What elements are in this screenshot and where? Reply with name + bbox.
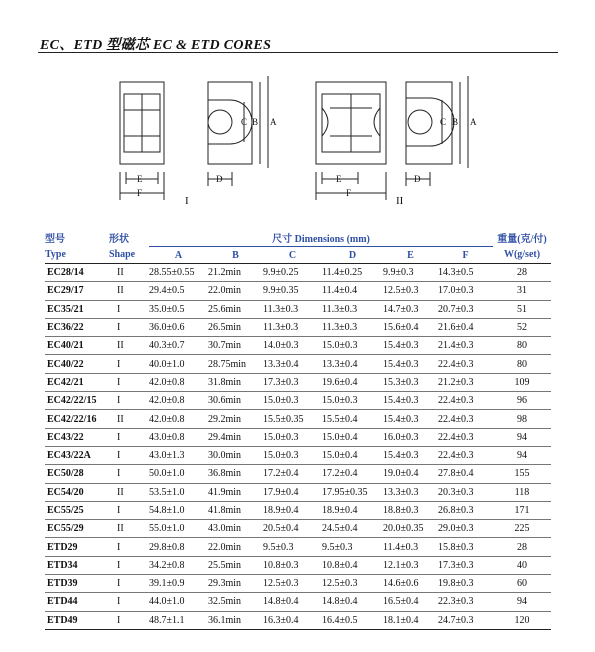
cell-type: EC55/29 xyxy=(45,520,109,538)
cell-e: 16.0±0.3 xyxy=(383,428,438,446)
cell-e: 12.5±0.3 xyxy=(383,282,438,300)
cell-a: 29.4±0.5 xyxy=(149,282,208,300)
table-row xyxy=(45,264,551,282)
cell-b: 25.5min xyxy=(208,556,263,574)
header-dimensions-en: Dimensions (mm) xyxy=(294,234,370,245)
table-row xyxy=(45,575,551,593)
cell-shape: I xyxy=(109,501,149,519)
cell-type: EC55/25 xyxy=(45,501,109,519)
figure-ii-side-view xyxy=(406,76,477,186)
cell-w: 60 xyxy=(493,575,551,593)
header-col-a: A xyxy=(149,247,208,264)
cell-b: 32.5min xyxy=(208,593,263,611)
cell-w: 155 xyxy=(493,465,551,483)
cell-f: 22.4±0.3 xyxy=(438,410,493,428)
table-row xyxy=(45,465,551,483)
cell-b: 29.4min xyxy=(208,428,263,446)
cell-d: 15.5±0.4 xyxy=(322,410,383,428)
cell-type: EC54/20 xyxy=(45,483,109,501)
cell-shape: I xyxy=(109,465,149,483)
cell-b: 31.8min xyxy=(208,373,263,391)
cell-w: 80 xyxy=(493,337,551,355)
cell-d: 15.0±0.4 xyxy=(322,428,383,446)
cell-d: 15.0±0.3 xyxy=(322,392,383,410)
cell-c: 9.9±0.25 xyxy=(263,264,322,282)
cell-f: 20.3±0.3 xyxy=(438,483,493,501)
cell-d: 17.95±0.35 xyxy=(322,483,383,501)
cell-shape: I xyxy=(109,318,149,336)
header-type-cn: 型号 xyxy=(45,234,65,246)
header-dimensions-cn: 尺寸 xyxy=(272,234,293,245)
cell-d: 15.0±0.3 xyxy=(322,337,383,355)
cell-c: 11.3±0.3 xyxy=(263,318,322,336)
cell-a: 40.3±0.7 xyxy=(149,337,208,355)
cell-e: 9.9±0.3 xyxy=(383,264,438,282)
cell-e: 15.4±0.3 xyxy=(383,355,438,373)
header-col-f: F xyxy=(438,247,493,264)
cell-e: 12.1±0.3 xyxy=(383,556,438,574)
cell-w: 51 xyxy=(493,300,551,318)
cell-e: 15.4±0.3 xyxy=(383,392,438,410)
cell-e: 15.4±0.3 xyxy=(383,410,438,428)
cell-w: 94 xyxy=(493,593,551,611)
table-row xyxy=(45,446,551,464)
cell-shape: I xyxy=(109,392,149,410)
cell-c: 15.0±0.3 xyxy=(263,446,322,464)
cell-w: 94 xyxy=(493,428,551,446)
cell-w: 171 xyxy=(493,501,551,519)
title-rule xyxy=(38,52,558,53)
cell-e: 14.7±0.3 xyxy=(383,300,438,318)
cell-c: 9.9±0.35 xyxy=(263,282,322,300)
cell-d: 9.5±0.3 xyxy=(322,538,383,556)
cell-b: 36.8min xyxy=(208,465,263,483)
cell-f: 14.3±0.5 xyxy=(438,264,493,282)
figure-i-label-b: B xyxy=(252,117,259,127)
figure-i-label-f: F xyxy=(137,188,143,198)
cell-d: 24.5±0.4 xyxy=(322,520,383,538)
cell-b: 28.75min xyxy=(208,355,263,373)
cell-e: 11.4±0.3 xyxy=(383,538,438,556)
cell-d: 11.4±0.4 xyxy=(322,282,383,300)
cell-e: 13.3±0.3 xyxy=(383,483,438,501)
cell-w: 109 xyxy=(493,373,551,391)
cell-e: 15.3±0.3 xyxy=(383,373,438,391)
cell-shape: II xyxy=(109,282,149,300)
cell-b: 22.0min xyxy=(208,282,263,300)
cell-type: ETD49 xyxy=(45,611,109,629)
cell-f: 22.4±0.3 xyxy=(438,446,493,464)
cell-a: 43.0±1.3 xyxy=(149,446,208,464)
cell-f: 29.0±0.3 xyxy=(438,520,493,538)
cell-d: 17.2±0.4 xyxy=(322,465,383,483)
cell-d: 18.9±0.4 xyxy=(322,501,383,519)
header-col-b: B xyxy=(208,247,263,264)
cell-type: ETD39 xyxy=(45,575,109,593)
table-row xyxy=(45,556,551,574)
cell-w: 96 xyxy=(493,392,551,410)
cell-type: EC29/17 xyxy=(45,282,109,300)
cell-f: 19.8±0.3 xyxy=(438,575,493,593)
cell-a: 39.1±0.9 xyxy=(149,575,208,593)
table-row xyxy=(45,501,551,519)
cell-a: 53.5±1.0 xyxy=(149,483,208,501)
table-row xyxy=(45,611,551,629)
figure-ii-label-f: F xyxy=(346,188,352,198)
cell-a: 36.0±0.6 xyxy=(149,318,208,336)
table-row xyxy=(45,483,551,501)
cell-b: 26.5min xyxy=(208,318,263,336)
cell-c: 15.0±0.3 xyxy=(263,392,322,410)
cell-w: 94 xyxy=(493,446,551,464)
cell-w: 28 xyxy=(493,538,551,556)
cell-shape: II xyxy=(109,337,149,355)
cell-e: 15.6±0.4 xyxy=(383,318,438,336)
figure-ii-label-c: C xyxy=(440,117,447,127)
cell-a: 43.0±0.8 xyxy=(149,428,208,446)
cell-type: EC35/21 xyxy=(45,300,109,318)
cell-c: 14.0±0.3 xyxy=(263,337,322,355)
cell-d: 11.4±0.25 xyxy=(322,264,383,282)
cell-type: ETD44 xyxy=(45,593,109,611)
cell-e: 15.4±0.3 xyxy=(383,337,438,355)
cell-shape: I xyxy=(109,428,149,446)
cell-c: 16.3±0.4 xyxy=(263,611,322,629)
cell-a: 35.0±0.5 xyxy=(149,300,208,318)
cell-d: 16.4±0.5 xyxy=(322,611,383,629)
cell-type: EC28/14 xyxy=(45,264,109,282)
cell-a: 42.0±0.8 xyxy=(149,392,208,410)
cell-c: 17.9±0.4 xyxy=(263,483,322,501)
cell-w: 52 xyxy=(493,318,551,336)
cell-a: 42.0±0.8 xyxy=(149,410,208,428)
cell-f: 22.3±0.3 xyxy=(438,593,493,611)
cell-b: 25.6min xyxy=(208,300,263,318)
cell-d: 11.3±0.3 xyxy=(322,300,383,318)
header-dimensions xyxy=(149,229,493,247)
cell-a: 48.7±1.1 xyxy=(149,611,208,629)
table-row xyxy=(45,337,551,355)
cell-e: 18.8±0.3 xyxy=(383,501,438,519)
cell-a: 28.55±0.55 xyxy=(149,264,208,282)
cell-f: 22.4±0.3 xyxy=(438,355,493,373)
figure-i-front-view xyxy=(120,82,164,200)
table-row xyxy=(45,392,551,410)
cell-e: 18.1±0.4 xyxy=(383,611,438,629)
cell-d: 13.3±0.4 xyxy=(322,355,383,373)
cell-shape: I xyxy=(109,355,149,373)
cell-type: EC43/22A xyxy=(45,446,109,464)
cell-d: 19.6±0.4 xyxy=(322,373,383,391)
cell-shape: I xyxy=(109,538,149,556)
cell-d: 10.8±0.4 xyxy=(322,556,383,574)
cell-type: ETD34 xyxy=(45,556,109,574)
figure-ii-label-e: E xyxy=(336,174,342,184)
cell-b: 30.0min xyxy=(208,446,263,464)
cell-f: 17.0±0.3 xyxy=(438,282,493,300)
cell-shape: I xyxy=(109,575,149,593)
cell-type: EC50/28 xyxy=(45,465,109,483)
header-weight-en: W(g/set) xyxy=(493,247,551,264)
figure-ii-caption: II xyxy=(396,195,404,207)
cell-b: 21.2min xyxy=(208,264,263,282)
cell-f: 15.8±0.3 xyxy=(438,538,493,556)
figure-i-side-view xyxy=(208,76,277,186)
table-row xyxy=(45,428,551,446)
cell-f: 22.4±0.3 xyxy=(438,392,493,410)
table-row xyxy=(45,300,551,318)
figure-ii-label-b: B xyxy=(452,117,459,127)
cell-b: 22.0min xyxy=(208,538,263,556)
header-col-e: E xyxy=(383,247,438,264)
cell-c: 14.8±0.4 xyxy=(263,593,322,611)
cell-c: 15.0±0.3 xyxy=(263,428,322,446)
table-row xyxy=(45,355,551,373)
header-weight-cn: 重量(克/付) xyxy=(497,234,547,246)
cell-shape: II xyxy=(109,264,149,282)
page-title: EC、ETD 型磁芯 EC & ETD CORES xyxy=(40,38,272,53)
figure-i-label-e: E xyxy=(137,174,143,184)
header-shape-cn: 形状 xyxy=(109,234,129,246)
cell-shape: I xyxy=(109,300,149,318)
table-row xyxy=(45,538,551,556)
cell-b: 41.8min xyxy=(208,501,263,519)
cell-type: EC42/22/16 xyxy=(45,410,109,428)
figure-i-caption: I xyxy=(185,195,189,207)
header-type-en: Type xyxy=(45,247,109,264)
cell-type: EC42/22/15 xyxy=(45,392,109,410)
figure-ii-label-a: A xyxy=(470,117,477,127)
header-col-c: C xyxy=(263,247,322,264)
figure-ii-label-d: D xyxy=(414,174,421,184)
cell-type: EC40/22 xyxy=(45,355,109,373)
cell-a: 40.0±1.0 xyxy=(149,355,208,373)
cell-type: EC40/21 xyxy=(45,337,109,355)
cell-shape: II xyxy=(109,483,149,501)
cell-b: 41.9min xyxy=(208,483,263,501)
cell-e: 19.0±0.4 xyxy=(383,465,438,483)
figure-ii-front-view xyxy=(316,82,386,200)
cell-f: 27.8±0.4 xyxy=(438,465,493,483)
cell-b: 43.0min xyxy=(208,520,263,538)
table-row xyxy=(45,318,551,336)
cell-w: 98 xyxy=(493,410,551,428)
cell-a: 42.0±0.8 xyxy=(149,373,208,391)
cell-f: 24.7±0.3 xyxy=(438,611,493,629)
cell-e: 15.4±0.3 xyxy=(383,446,438,464)
cell-c: 12.5±0.3 xyxy=(263,575,322,593)
cell-b: 30.7min xyxy=(208,337,263,355)
cell-type: EC43/22 xyxy=(45,428,109,446)
cell-c: 11.3±0.3 xyxy=(263,300,322,318)
cell-w: 28 xyxy=(493,264,551,282)
cell-type: EC42/21 xyxy=(45,373,109,391)
cell-shape: II xyxy=(109,410,149,428)
cell-d: 11.3±0.3 xyxy=(322,318,383,336)
cell-b: 36.1min xyxy=(208,611,263,629)
cell-f: 21.4±0.3 xyxy=(438,337,493,355)
table-row xyxy=(45,520,551,538)
cell-shape: I xyxy=(109,373,149,391)
cell-a: 29.8±0.8 xyxy=(149,538,208,556)
cell-shape: I xyxy=(109,611,149,629)
cell-a: 34.2±0.8 xyxy=(149,556,208,574)
cell-f: 22.4±0.3 xyxy=(438,428,493,446)
table-row xyxy=(45,410,551,428)
figure-i-label-c: C xyxy=(241,117,248,127)
cell-c: 15.5±0.35 xyxy=(263,410,322,428)
header-col-d: D xyxy=(322,247,383,264)
cell-f: 20.7±0.3 xyxy=(438,300,493,318)
cell-w: 31 xyxy=(493,282,551,300)
cell-a: 54.8±1.0 xyxy=(149,501,208,519)
cell-shape: I xyxy=(109,556,149,574)
figure-i-label-a: A xyxy=(270,117,277,127)
cell-c: 17.3±0.3 xyxy=(263,373,322,391)
cell-a: 50.0±1.0 xyxy=(149,465,208,483)
cell-type: EC36/22 xyxy=(45,318,109,336)
cell-c: 9.5±0.3 xyxy=(263,538,322,556)
cell-c: 20.5±0.4 xyxy=(263,520,322,538)
cell-a: 55.0±1.0 xyxy=(149,520,208,538)
cell-f: 26.8±0.3 xyxy=(438,501,493,519)
cell-c: 18.9±0.4 xyxy=(263,501,322,519)
cell-f: 21.6±0.4 xyxy=(438,318,493,336)
cell-type: ETD29 xyxy=(45,538,109,556)
cell-a: 44.0±1.0 xyxy=(149,593,208,611)
cell-w: 118 xyxy=(493,483,551,501)
cell-w: 120 xyxy=(493,611,551,629)
cell-b: 29.3min xyxy=(208,575,263,593)
cell-shape: II xyxy=(109,520,149,538)
core-diagrams xyxy=(100,72,520,212)
table-row xyxy=(45,593,551,611)
cell-b: 29.2min xyxy=(208,410,263,428)
cell-e: 20.0±0.35 xyxy=(383,520,438,538)
cell-w: 80 xyxy=(493,355,551,373)
table-row xyxy=(45,282,551,300)
cell-d: 15.0±0.4 xyxy=(322,446,383,464)
cell-e: 14.6±0.6 xyxy=(383,575,438,593)
cell-d: 12.5±0.3 xyxy=(322,575,383,593)
table-row xyxy=(45,373,551,391)
header-shape-en: Shape xyxy=(109,247,149,264)
cell-e: 16.5±0.4 xyxy=(383,593,438,611)
dimensions-table xyxy=(45,229,551,630)
cell-b: 30.6min xyxy=(208,392,263,410)
cell-w: 40 xyxy=(493,556,551,574)
cell-c: 17.2±0.4 xyxy=(263,465,322,483)
figure-i-label-d: D xyxy=(216,174,223,184)
cell-c: 10.8±0.3 xyxy=(263,556,322,574)
cell-d: 14.8±0.4 xyxy=(322,593,383,611)
cell-w: 225 xyxy=(493,520,551,538)
cell-shape: I xyxy=(109,446,149,464)
cell-f: 21.2±0.3 xyxy=(438,373,493,391)
cell-c: 13.3±0.4 xyxy=(263,355,322,373)
cell-f: 17.3±0.3 xyxy=(438,556,493,574)
cell-shape: I xyxy=(109,593,149,611)
